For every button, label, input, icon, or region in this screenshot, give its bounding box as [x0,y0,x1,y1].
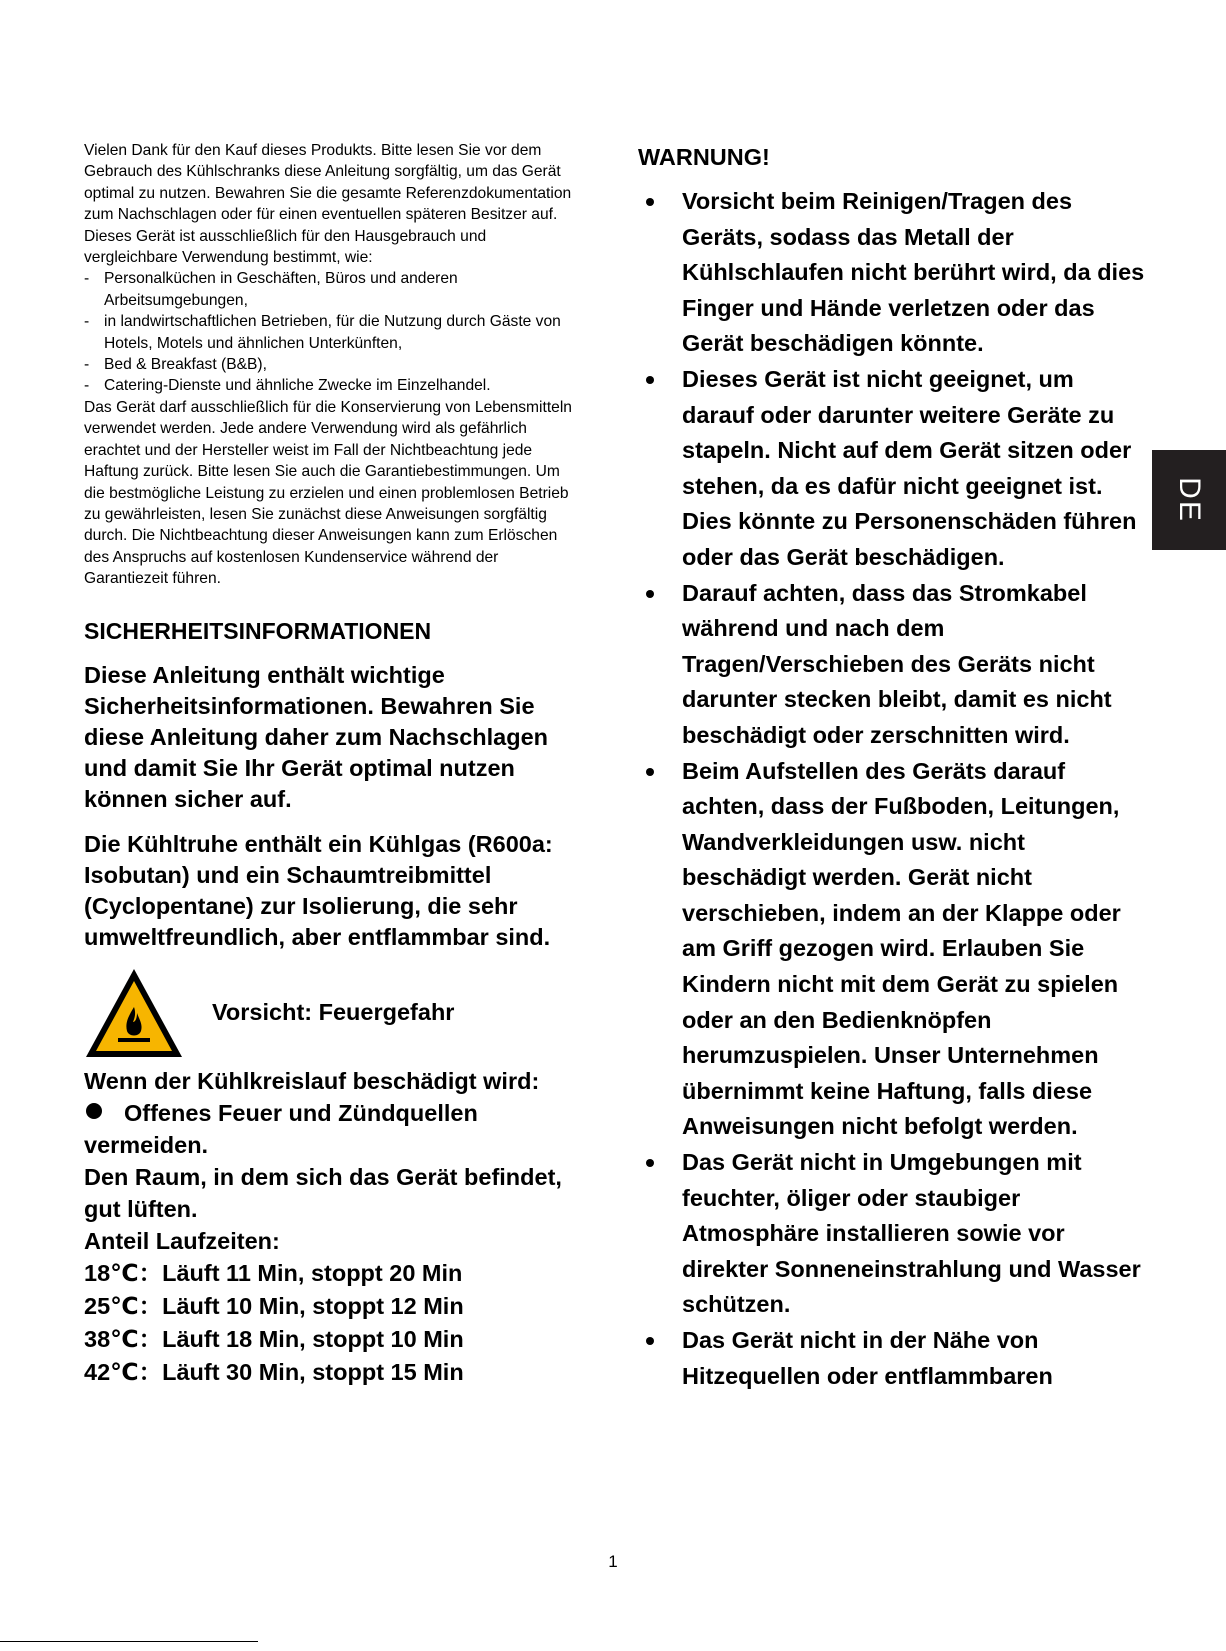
right-column [638,140,1148,1394]
runtime-row: 38℃：Läuft 18 Min, stoppt 10 Min [84,1325,464,1352]
runtime-heading: Anteil Laufzeiten: [84,1227,280,1254]
intro-paragraph-1: Vielen Dank für den Kauf dieses Produkts. Bitte lesen Sie vor dem Gebrauch des Kühlschranks diese Anleitung sorgfältig, um das Gerät optimal zu nutzen. Bewahren Sie die gesamte Referenzdokumentation zum Nachschlagen oder für einen eventuellen späteren Besitzer auf. Dieses Gerät ist ausschließlich für den Hausgebrauch und vergleichbare Verwendung bestimmt, wie: [84,142,572,267]
ventilate-text: Den Raum, in dem sich das Gerät befindet, gut lüften. [84,1163,562,1222]
avoid-fire-item: Offenes Feuer und Zündquellen vermeiden. [84,1099,478,1158]
language-tab-label: DE [1173,477,1206,523]
footer-rule [0,1641,258,1642]
runtime-row: 42℃：Läuft 30 Min, stoppt 15 Min [84,1358,464,1385]
list-item: - Catering-Dienste und ähnliche Zwecke im Einzelhandel. [84,377,491,395]
damaged-circuit-text: Wenn der Kühlkreislauf beschädigt wird: [84,1067,540,1094]
bullet-icon [86,1103,102,1119]
page-number: 1 [608,1552,618,1571]
fire-warning-row [84,967,584,1059]
warning-item: Darauf achten, dass das Stromkabel während und nach dem Tragen/Verschieben des Geräts nicht darunter stecken bleibt, damit es nicht beschädigt oder zerschnitten wird. [638,576,1148,754]
left-column [84,140,584,1389]
fire-warning-label: Vorsicht: Feuergefahr [212,999,455,1026]
intro-section [84,140,584,590]
safety-paragraph-1: Diese Anleitung enthält wichtige Sicherheitsinformationen. Bewahren Sie diese Anleitung daher zum Nachschlagen und damit Sie Ihr Gerät optimal nutzen können sicher auf. [84,661,549,812]
runtime-row: 25℃：Läuft 10 Min, stoppt 12 Min [84,1292,464,1319]
safety-paragraph-2: Die Kühltruhe enthält ein Kühlgas (R600a: Isobutan) und ein Schaumtreibmittel (Cyclopentane) zur Isolierung, die sehr umweltfreundlich, aber entflammbar sind. [84,830,553,950]
safety-heading: SICHERHEITSINFORMATIONEN [84,617,432,644]
warning-item: Vorsicht beim Reinigen/Tragen des Geräts, sodass das Metall der Kühlschlaufen nicht berührt wird, da dies Finger und Hände verletzen oder das Gerät beschädigen könnte. [638,184,1148,362]
warning-list [638,184,1148,1394]
language-tab [1152,450,1226,550]
warning-item: Das Gerät nicht in der Nähe von Hitzequellen oder entflammbaren [638,1323,1148,1394]
list-item: - Personalküchen in Geschäften, Büros und anderen Arbeitsumgebungen, [84,270,458,309]
intro-paragraph-2: Das Gerät darf ausschließlich für die Konservierung von Lebensmitteln verwendet werden. Jede andere Verwendung wird als gefährlich erachtet und der Hersteller weist im Fall der Nichtbeachtung jede Haftung zurück. Bitte lesen Sie auch die Garantiebestimmungen. Um die bestmögliche Leistung zu erzielen und einen problemlosen Betrieb zu gewährleisten, lesen Sie zunächst diese Anweisungen sorgfältig durch. Die Nichtbeachtung dieser Anweisungen kann zum Erlöschen des Anspruchs auf kostenlosen Kundenservice während der Garantiezeit führen. [84,398,572,588]
list-item: - in landwirtschaftlichen Betrieben, für die Nutzung durch Gäste von Hotels, Motels und ähnlichen Unterkünften, [84,313,561,352]
warning-item: Das Gerät nicht in Umgebungen mit feuchter, öliger oder staubiger Atmosphäre installieren sowie vor direkter Sonneneinstrahlung und Wasser schützen. [638,1145,1148,1323]
warning-item: Dieses Gerät ist nicht geeignet, um darauf oder darunter weitere Geräte zu stapeln. Nicht auf dem Gerät sitzen oder stehen, da es dafür nicht geeignet ist. Dies könnte zu Personenschäden führen oder das Gerät beschädigen. [638,362,1148,576]
list-item: - Bed & Breakfast (B&B), [84,356,267,374]
flammable-warning-triangle-icon [84,967,184,1059]
runtime-row: 18℃：Läuft 11 Min, stoppt 20 Min [84,1259,463,1286]
warning-title: WARNUNG! [638,144,770,170]
warning-item: Beim Aufstellen des Geräts darauf achten, dass der Fußboden, Leitungen, Wandverkleidungen usw. nicht beschädigt werden. Gerät nicht verschieben, indem an der Klappe oder am Griff gezogen wird. Erlauben Sie Kindern nicht mit dem Gerät zu spielen oder an den Bedienknöpfen herumzuspielen. Unser Unternehmen übernimmt keine Haftung, falls diese Anweisungen nicht befolgt werden. [638,754,1148,1146]
